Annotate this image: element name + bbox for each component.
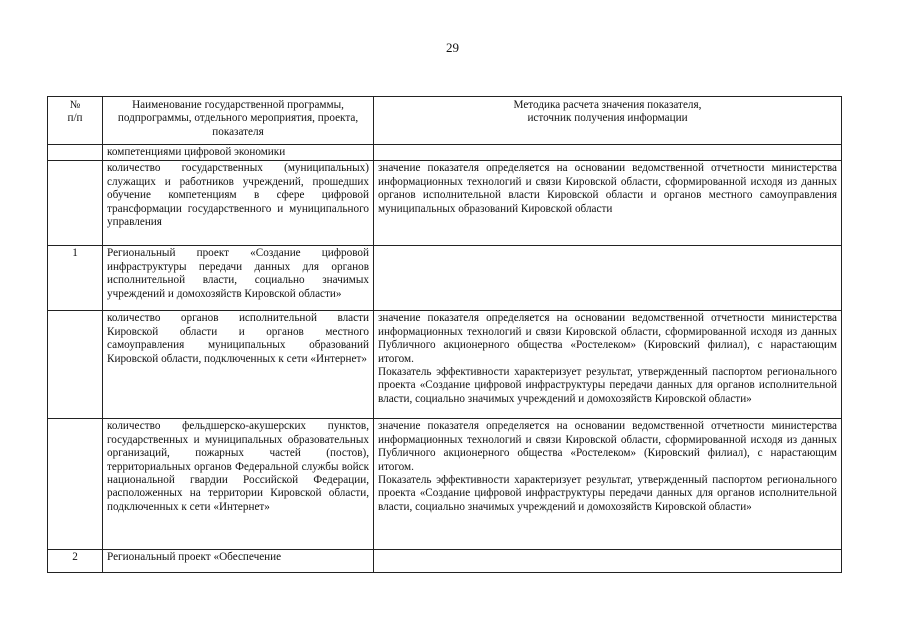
indicator-table — [47, 96, 842, 573]
method-paragraph: значение показателя определяется на основании ведомственной отчетности министерства информационных технологий и связи Кировской области, сформированной исходя из данных Публичного акционерного общества «Ростелеком» (Кировский филиал), с нарастающим итогом. — [378, 420, 837, 473]
row-number — [48, 311, 103, 419]
method-paragraph: значение показателя определяется на основании ведомственной отчетности министерства информационных технологий и связи Кировской области, сформированной исходя из данных Публичного акционерного общества «Ростелеком» (Кировский филиал), с нарастающим итогом. — [378, 312, 837, 365]
row-number — [48, 161, 103, 246]
table-row — [48, 419, 842, 550]
method-paragraph: Показатель эффективности характеризует результат, утвержденный паспортом регионального проекта «Создание цифровой инфраструктуры передачи данных для органов исполнительной власти, социально значимых учреждений и домохозяйств Кировской области» — [378, 366, 837, 405]
row-method — [374, 145, 842, 161]
row-method: значение показателя определяется на основании ведомственной отчетности министерства информационных технологий и связи Кировской области, сформированной исходя из данных органов исполнительной власти Кировской области и органов местного самоуправления муниципальных образований Кировской области — [374, 161, 842, 246]
row-name: количество государственных (муниципальных) служащих и работников учреждений, прошедших обучение компетенциям в сфере цифровой трансформации государственного и муниципального управления — [103, 161, 374, 246]
row-method — [374, 246, 842, 311]
indicator-table-container — [47, 96, 843, 640]
row-number: 1 — [48, 246, 103, 311]
table-row — [48, 550, 842, 573]
table-row — [48, 145, 842, 161]
method-paragraph: Показатель эффективности характеризует результат, утвержденный паспортом регионального проекта «Создание цифровой инфраструктуры передачи данных для органов исполнительной власти, социально значимых учреждений и домохозяйств Кировской области» — [378, 474, 837, 513]
row-name: Региональный проект «Создание цифровой инфраструктуры передачи данных для органов исполнительной власти, социально значимых учреждений и домохозяйств Кировской области» — [103, 246, 374, 311]
row-number — [48, 145, 103, 161]
header-number: № п/п — [48, 97, 103, 145]
row-name: количество органов исполнительной власти Кировской области и органов местного самоуправления муниципальных образований Кировской области, подключенных к сети «Интернет» — [103, 311, 374, 419]
page-number: 29 — [446, 40, 459, 55]
row-name: количество фельдшерско-акушерских пунктов, государственных и муниципальных образовательных организаций, пожарных частей (постов), территориальных органов Федеральной службы войск национальной гвардии Российской Федерации, расположенных на территории Кировской области, подключенных к сети «Интернет» — [103, 419, 374, 550]
row-name: компетенциями цифровой экономики — [103, 145, 374, 161]
row-method — [374, 419, 842, 550]
row-method — [374, 311, 842, 419]
table-header-row — [48, 97, 842, 145]
row-number — [48, 419, 103, 550]
row-method — [374, 550, 842, 573]
header-method: Методика расчета значения показателя, источник получения информации — [374, 97, 842, 145]
row-name: Региональный проект «Обеспечение — [103, 550, 374, 573]
table-row — [48, 161, 842, 246]
row-number: 2 — [48, 550, 103, 573]
header-name: Наименование государственной программы, подпрограммы, отдельного мероприятия, проекта, показателя — [103, 97, 374, 145]
table-row — [48, 246, 842, 311]
table-row — [48, 311, 842, 419]
